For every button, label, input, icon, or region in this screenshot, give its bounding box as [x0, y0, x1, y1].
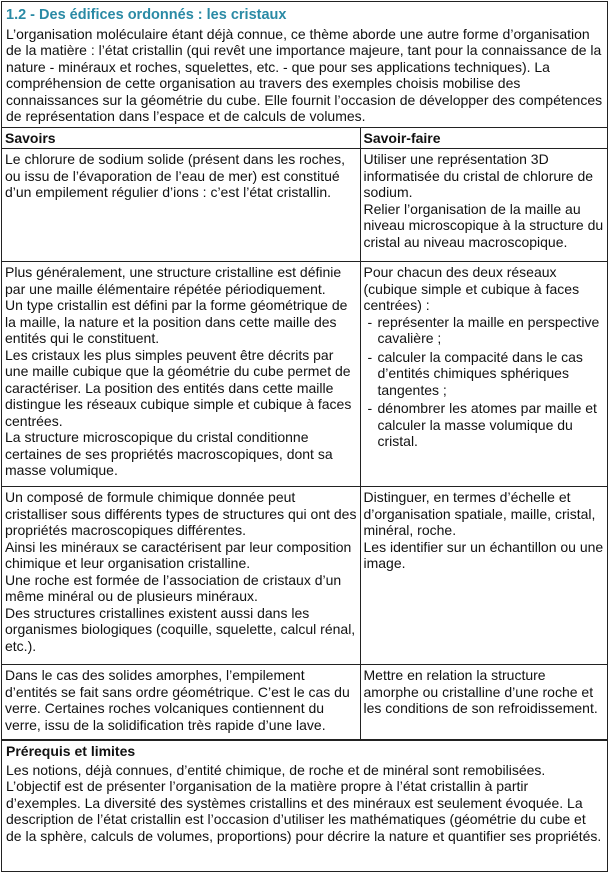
savoir-faire-text: Mettre en relation la structure amorphe ou cristalline d’une roche et les conditions de son refroidissement.	[363, 667, 598, 716]
savoirs-text: Un composé de formule chimique donnée peut cristalliser sous différents types de structures qui ont des propriétés macroscopiques différentes.	[5, 489, 357, 538]
prerequis-paragraph: Les notions, déjà connues, d’entité chimique, de roche et de minéral sont remobilisées.	[6, 761, 546, 778]
savoirs-text: Les cristaux les plus simples peuvent être décrits par une maille cubique que la géométrie du cube permet de caractériser. La position des entités dans cette maille distingue les réseaux cubique simple et cubique à faces centrées.	[5, 346, 352, 429]
savoirs-text: Une roche est formée de l’association de cristaux d’un même minéral ou de plusieurs minéraux.	[5, 571, 342, 604]
savoir-faire-text: Relier l’organisation de la maille au niveau microscopique à la structure du cristal au niveau macroscopique.	[363, 200, 604, 250]
prerequis-block	[2, 740, 607, 846]
section-title: 1.2 - Des édifices ordonnés : les cristaux	[6, 7, 287, 23]
table-header-row	[2, 127, 607, 149]
intro-block	[2, 2, 607, 127]
table-row	[2, 149, 607, 262]
savoirs-text: Le chlorure de sodium solide (présent dans les roches, ou issu de l’évaporation de l’eau de mer) est constitué d’un empilement régulier d’ions : c’est l’état cristallin.	[5, 151, 346, 200]
savoir-faire-text: Distinguer, en termes d’échelle et d’organisation spatiale, maille, cristal, minéral, roche.	[363, 489, 596, 538]
savoirs-text: Ainsi les minéraux se caractérisent par leur composition chimique et leur organisation cristalline.	[5, 538, 352, 571]
list-item: - représenter la maille en perspective cavalière ;	[364, 314, 605, 347]
savoirs-text: Des structures cristallines existent aussi dans les organismes biologiques (coquille, squelette, calcul rénal, etc.).	[5, 604, 356, 654]
list-item: - calculer la compacité dans le cas d’entités chimiques sphériques tangentes ;	[364, 349, 605, 399]
prerequis-title: Prérequis et limites	[6, 743, 136, 759]
savoir-faire-intro: Pour chacun des deux réseaux (cubique simple et cubique à faces centrées) :	[363, 264, 580, 313]
savoir-faire-cell	[360, 487, 607, 665]
document-frame	[1, 1, 608, 872]
intro-paragraph: L’organisation moléculaire étant déjà connue, ce thème aborde une autre forme d’organisation de la matière : l’état cristallin (qui revêt une importance majeure, tant pour la connaissance de la nature - minéraux et roches, squelettes, etc. - que pour ses applications techniques). La compréhension de cette organisation au travers des exemples choisis mobilise des connaissances sur la géométrie du cube. Elle fournit l’occasion de développer des compétences de représentation dans l’espace et de calculs de volumes.	[6, 25, 603, 124]
savoir-faire-cell	[360, 665, 607, 740]
savoirs-cell	[2, 262, 360, 487]
savoir-faire-cell	[360, 149, 607, 262]
savoir-faire-list	[364, 314, 605, 450]
savoirs-text: Dans le cas des solides amorphes, l’empilement d’entités se fait sans ordre géométrique. C’est le cas du verre. Certaines roches volcaniques contiennent du verre, issu de la solidification très rapide d’une lave.	[5, 667, 350, 733]
savoirs-text: Plus généralement, une structure cristalline est définie par une maille élémentaire répétée périodiquement.	[5, 264, 342, 297]
table-row	[2, 487, 607, 665]
savoirs-text: La structure microscopique du cristal conditionne certaines de ses propriétés macroscopiques, dont sa masse volumique.	[5, 429, 333, 478]
savoir-faire-text: Utiliser une représentation 3D informatisée du cristal de chlorure de sodium.	[363, 151, 594, 200]
savoirs-cell	[2, 149, 360, 262]
list-item: - dénombrer les atomes par maille et calculer la masse volumique du cristal.	[364, 400, 605, 450]
savoir-faire-cell	[360, 262, 607, 487]
savoir-faire-text: Les identifier sur un échantillon ou une image.	[363, 538, 604, 571]
header-savoirs: Savoirs	[2, 127, 360, 149]
table-row	[2, 665, 607, 740]
header-savoir-faire: Savoir-faire	[360, 127, 607, 149]
content-table	[2, 127, 607, 741]
savoirs-cell	[2, 665, 360, 740]
table-row	[2, 262, 607, 487]
prerequis-paragraph: L’objectif est de présenter l’organisation de la matière propre à l’état cristallin à partir d’exemples. La diversité des systèmes cristallins et des minéraux est seulement évoquée. La description de l’état cristallin est l’occasion d’utiliser les mathématiques (géométrie du cube et de la sphère, calculs de volumes, proportions) pour décrire la nature et quantifier ses propriétés.	[6, 778, 602, 844]
savoirs-text: Un type cristallin est défini par la forme géométrique de la maille, la nature et la position dans cette maille des entités qui le constituent.	[5, 297, 348, 346]
savoirs-cell	[2, 487, 360, 665]
